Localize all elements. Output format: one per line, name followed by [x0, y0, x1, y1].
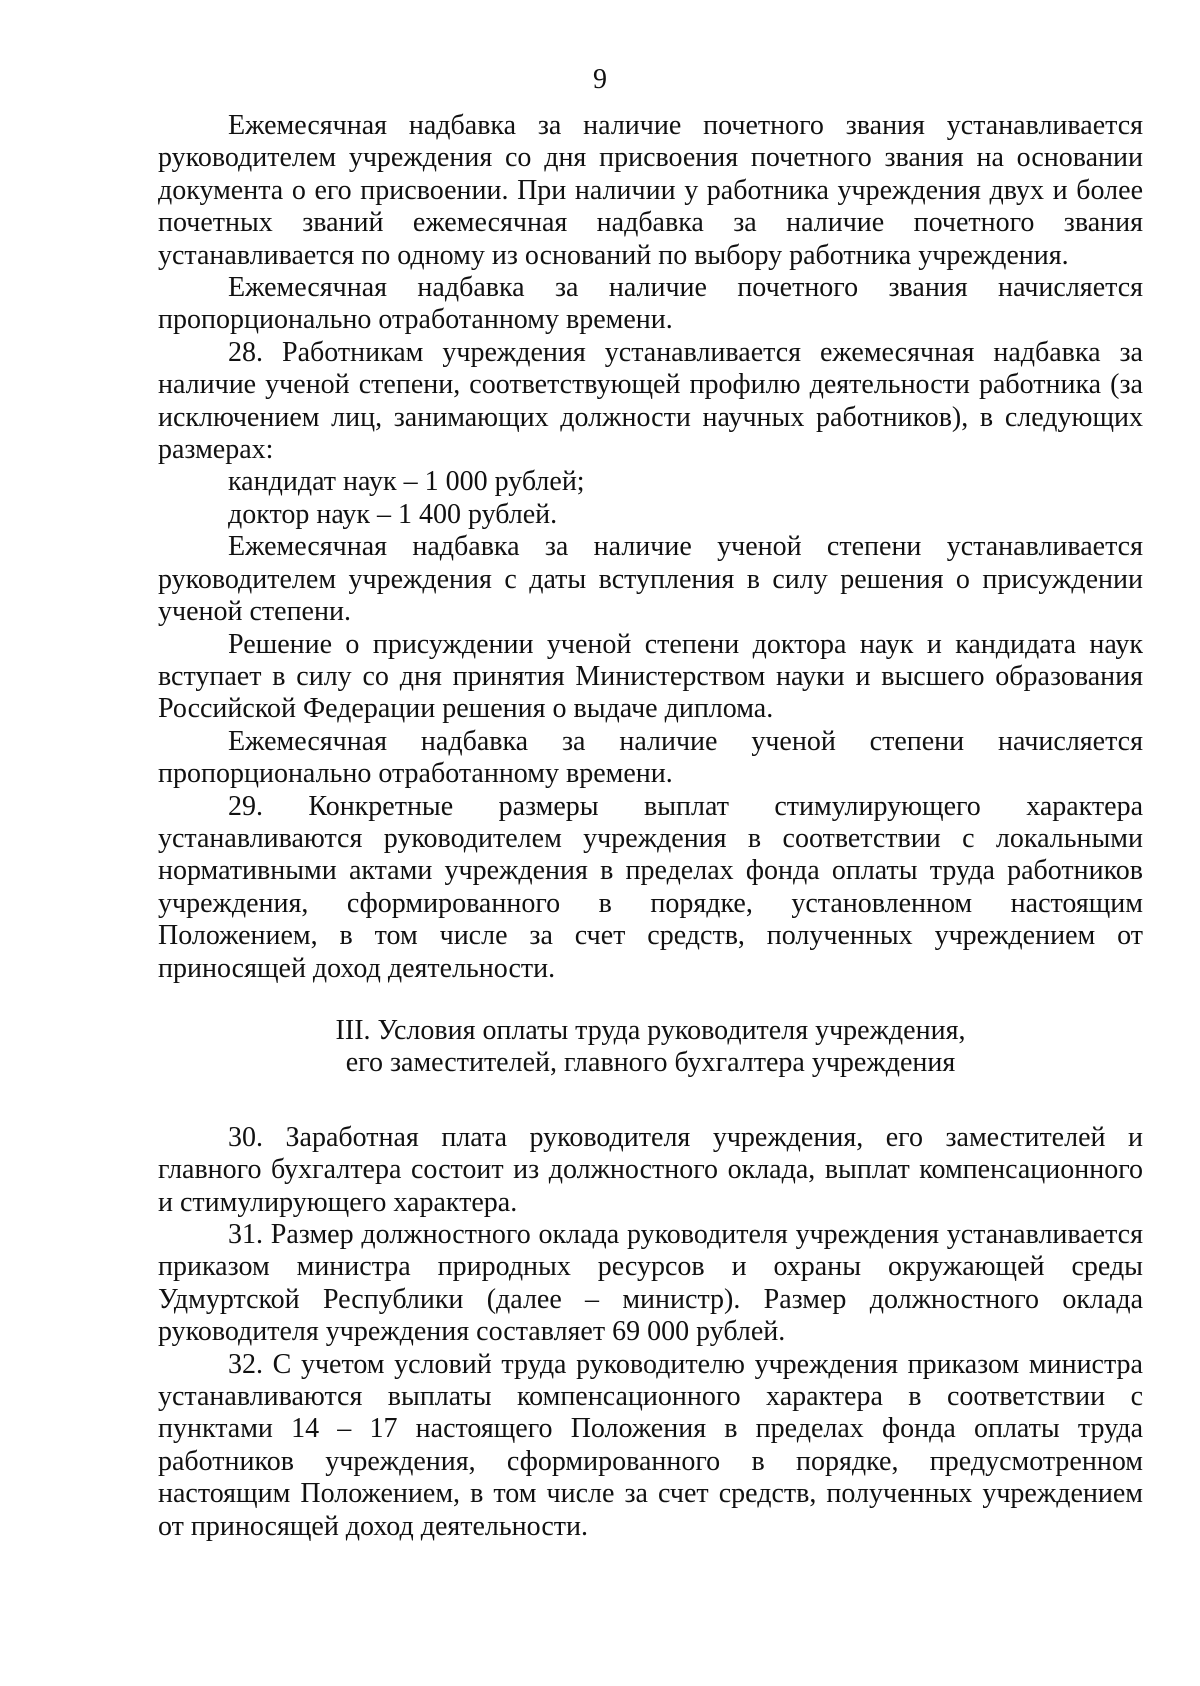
list-item-doctor: доктор наук – 1 400 рублей.	[228, 498, 558, 530]
paragraph-degree-establishment: Ежемесячная надбавка за наличие ученой степени устанавливается руководителем учреждения с даты вступления в силу решения о присуждении ученой степени.	[158, 531, 1143, 628]
section-heading-line-2: его заместителей, главного бухгалтера учреждения	[345, 1047, 956, 1079]
spacer	[158, 985, 1143, 1015]
spacer	[158, 1080, 1143, 1122]
paragraph-item-29: 29. Конкретные размеры выплат стимулирующего характера устанавливаются руководителем учреждения в соответствии с локальными нормативными актами учреждения в пределах фонда оплаты труда работников учреждения, сформированного в порядке, установленном настоящим Положением, в том числе за счет средств, полученных учреждением от приносящей доход деятельности.	[158, 790, 1143, 984]
paragraph-item-28: 28. Работникам учреждения устанавливается ежемесячная надбавка за наличие ученой степени, соответствующей профилю деятельности работника (за исключением лиц, занимающих должности научных работников), в следующих размерах:	[158, 336, 1143, 466]
page-number: 9	[593, 64, 607, 95]
section-heading-line-1: III. Условия оплаты труда руководителя учреждения,	[335, 1014, 966, 1046]
paragraph-degree-decision: Решение о присуждении ученой степени доктора наук и кандидата наук вступает в силу со дня принятия Министерством науки и высшего образования Российской Федерации решения о выдаче диплома.	[158, 628, 1143, 725]
document-body	[158, 110, 1143, 1543]
paragraph-item-31: 31. Размер должностного оклада руководителя учреждения устанавливается приказом министра природных ресурсов и охраны окружающей среды Удмуртской Республики (далее – министр). Размер должностного оклада руководителя учреждения составляет 69 000 рублей.	[158, 1219, 1143, 1348]
paragraph-item-32: 32. С учетом условий труда руководителю учреждения приказом министра устанавливаются выплаты компенсационного характера в соответствии с пунктами 14 – 17 настоящего Положения в пределах фонда оплаты труда работников учреждения, сформированного в порядке, предусмотренном настоящим Положением, в том числе за счет средств, полученных учреждением от приносящей доход деятельности.	[158, 1348, 1143, 1542]
paragraph-honorary-title-establishment: Ежемесячная надбавка за наличие почетного звания устанавливается руководителем учреждения со дня присвоения почетного звания на основании документа о его присвоении. При наличии у работника учреждения двух и более почетных званий ежемесячная надбавка за наличие почетного звания устанавливается по одному из оснований по выбору работника учреждения.	[158, 110, 1143, 271]
paragraph-honorary-title-accrual: Ежемесячная надбавка за наличие почетного звания начисляется пропорционально отработанному времени.	[158, 272, 1143, 336]
paragraph-item-30: 30. Заработная плата руководителя учреждения, его заместителей и главного бухгалтера состоит из должностного оклада, выплат компенсационного и стимулирующего характера.	[158, 1121, 1143, 1218]
list-item-candidate: кандидат наук – 1 000 рублей;	[228, 466, 585, 498]
paragraph-degree-accrual: Ежемесячная надбавка за наличие ученой степени начисляется пропорционально отработанному времени.	[158, 725, 1143, 790]
